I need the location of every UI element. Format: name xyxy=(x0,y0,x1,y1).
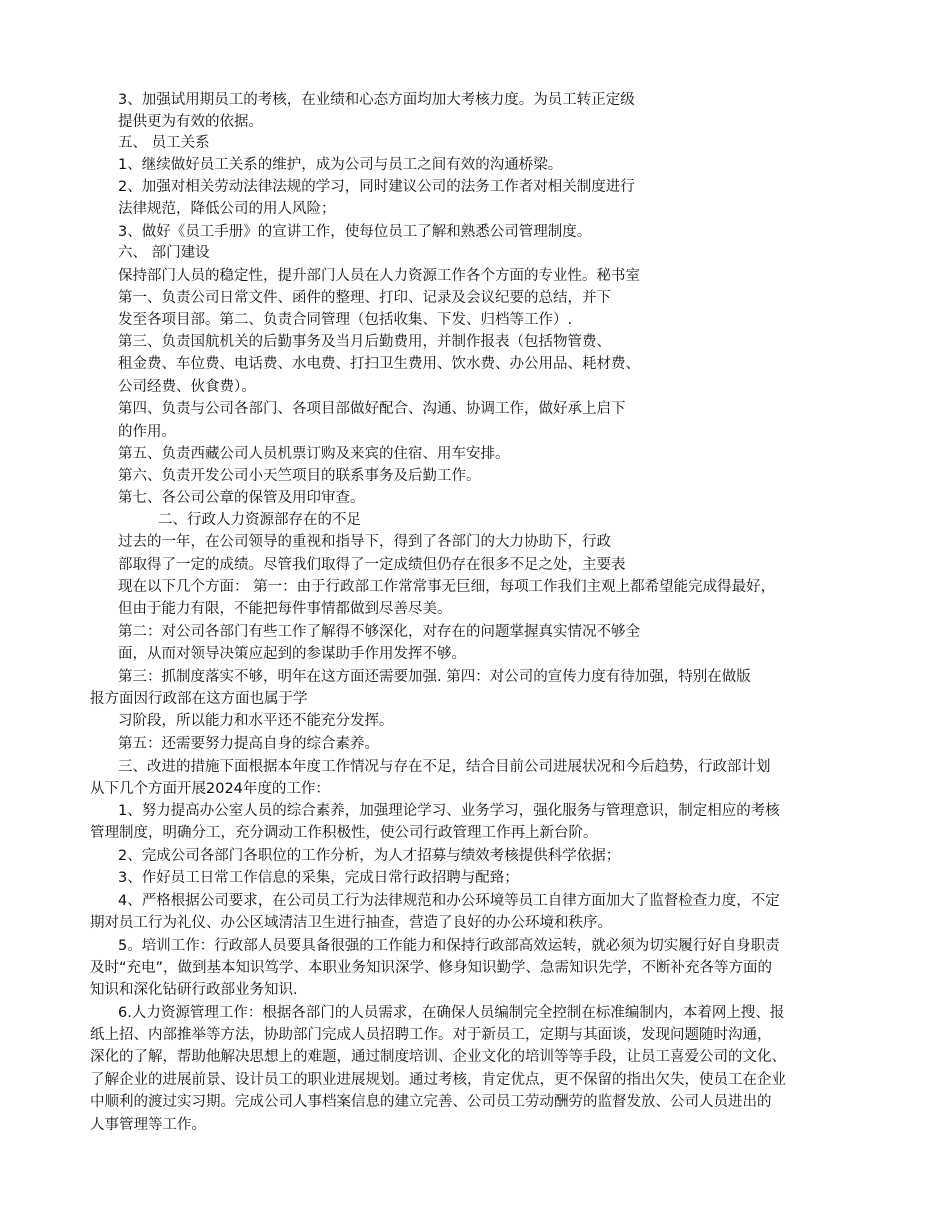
text-line: 6.人力资源管理工作：根据各部门的人员需求，在确保人员编制完全控制在标准编制内，本着网上搜、报 xyxy=(118,1005,785,1021)
text-line: 第二：对公司各部门有些工作了解得不够深化，对存在的问题掌握真实情况不够全 xyxy=(118,624,640,640)
text-line: 第三：抓制度落实不够，明年在这方面还需要加强. 第四：对公司的宣传力度有待加强，特别在做版 xyxy=(118,669,751,685)
text-line: 人事管理等工作。 xyxy=(90,1117,206,1133)
text-line: 第三、负责国航机关的后勤事务及当月后勤费用，并制作报表（包括物管费、 xyxy=(118,334,611,350)
text-line: 2、加强对相关劳动法律法规的学习，同时建议公司的法务工作者对相关制度进行 xyxy=(118,179,635,195)
text-line: 部取得了一定的成绩。尽管我们取得了一定成绩但仍存在很多不足之处，主要表 xyxy=(118,557,626,573)
section-heading: 二、行政人力资源部存在的不足 xyxy=(158,512,361,528)
text-line: 第一、负责公司日常文件、函件的整理、打印、记录及会议纪要的总结，并下 xyxy=(118,290,611,306)
text-line: 纸上招、内部推举等方法，协助部门完成人员招聘工作。对于新员工，定期与其面谈，发现问题随时沟通， xyxy=(90,1027,772,1043)
text-line: 5。培训工作：行政部人员要具备很强的工作能力和保持行政部高效运转，就必须为切实履行好自身职责 xyxy=(118,938,780,954)
text-line: 4、严格根据公司要求，在公司员工行为法律规范和办公环境等员工自律方面加大了监督检查力度，不定 xyxy=(118,893,780,909)
text-line: 中顺利的渡过实习期。完成公司人事档案信息的建立完善、公司员工劳动酬劳的监督发放、公司人员进出的 xyxy=(90,1094,772,1110)
text-line: 过去的一年，在公司领导的重视和指导下，得到了各部门的大力协助下，行政 xyxy=(118,534,611,550)
text-line: 发至各项目部。第二、负责合同管理（包括收集、下发、归档等工作）. xyxy=(118,312,573,328)
text-line: 管理制度，明确分工，充分调动工作积极性，使公司行政管理工作再上新台阶。 xyxy=(90,825,598,841)
text-line: 了解企业的进展前景、设计员工的职业进展规划。通过考核，肯定优点，更不保留的指出欠失，使员工在企业 xyxy=(90,1072,786,1088)
text-line: 法律规范，降低公司的用人风险； xyxy=(118,201,336,217)
text-line: 公司经费、伙食费）。 xyxy=(118,379,256,395)
section-heading: 六、 部门建设 xyxy=(118,245,210,261)
text-line: 及时“充电”，做到基本知识笃学、本职业务知识深学、修身知识勤学、急需知识先学，不断补充各等方面的 xyxy=(90,960,773,976)
text-line: 提供更为有效的依据。 xyxy=(118,114,263,130)
text-line: 报方面因行政部在这方面也属于学 xyxy=(90,691,308,707)
text-line: 面，从而对领导决策应起到的参谋助手作用发挥不够。 xyxy=(118,646,466,662)
text-line: 3、加强试用期员工的考核，在业绩和心态方面均加大考核力度。为员工转正定级 xyxy=(118,92,635,108)
text-line: 2、完成公司各部门各职位的工作分析，为人才招募与绩效考核提供科学依据； xyxy=(118,848,621,864)
text-line: 第四、负责与公司各部门、各项目部做好配合、沟通、协调工作，做好承上启下 xyxy=(118,401,626,417)
text-line: 1、继续做好员工关系的维护，成为公司与员工之间有效的沟通桥梁。 xyxy=(118,157,563,173)
section-heading: 五、 员工关系 xyxy=(118,135,210,151)
text-line: 知识和深化钻研行政部业务知识. xyxy=(90,982,298,998)
text-line: 1、努力提高办公室人员的综合素养，加强理论学习、业务学习，强化服务与管理意识，制定相应的考核 xyxy=(118,803,780,819)
text-line: 第七、各公司公章的保管及用印审查。 xyxy=(118,490,365,506)
text-line: 第五：还需要努力提高自身的综合素养。 xyxy=(118,736,379,752)
text-line: 第五、负责西藏公司人员机票订购及来宾的住宿、用车安排。 xyxy=(118,446,510,462)
text-line: 深化的了解，帮助他解决思想上的难题，通过制度培训、企业文化的培训等等手段，让员工喜爱公司的文化、 xyxy=(90,1049,786,1065)
text-line: 3、做好《员工手册》的宣讲工作，使每位员工了解和熟悉公司管理制度。 xyxy=(118,224,592,240)
text-line: 3、作好员工日常工作信息的采集，完成日常行政招聘与配臵； xyxy=(118,870,519,886)
text-line: 保持部门人员的稳定性，提升部门人员在人力资源工作各个方面的专业性。秘书室 xyxy=(118,268,640,284)
text-line: 的作用。 xyxy=(118,424,176,440)
text-line: 习阶段，所以能力和水平还不能充分发挥。 xyxy=(118,713,394,729)
text-line: 租金费、车位费、电话费、水电费、打扫卫生费用、饮水费、办公用品、耗材费、 xyxy=(118,356,640,372)
section-heading: 三、改进的措施下面根据本年度工作情况与存在不足，结合目前公司进展状况和今后趋势，行政部计划 xyxy=(118,759,771,775)
text-line: 但由于能力有限，不能把每件事情都做到尽善尽美。 xyxy=(118,601,452,617)
text-line: 第六、负责开发公司小天竺项目的联系事务及后勤工作。 xyxy=(118,468,481,484)
text-line: 期对员工行为礼仪、办公区域清洁卫生进行抽查，营造了良好的办公环境和秩序。 xyxy=(90,915,612,931)
text-line: 从下几个方面开展2024年度的工作： xyxy=(90,781,330,797)
text-line: 现在以下几个方面： 第一：由于行政部工作常常事无巨细，每项工作我们主观上都希望能完成得最好， xyxy=(118,579,776,595)
